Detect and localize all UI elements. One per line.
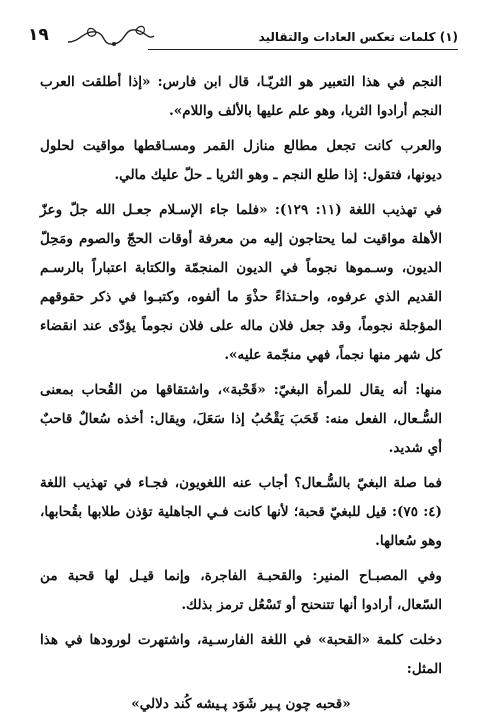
paragraph: فما صلة البغيّ بالسُّـعال؟ أجاب عنه اللغويون، فجـاء في تهذيب اللغة (٤: ٧٥): قيل للبغيّ قحبة؛ لأنها كانت فـي الجاهلية تؤذن طلابها بقُحابها، وهو سُعالها.: [40, 475, 442, 549]
paragraph: منها: أنه يقال للمرأة البغيّ: «قَحْبة»، واشتقاقها من القُحاب بمعنى السُّـعال، الفعل منه: قَحَبَ يَقْحُبُ إذا سَعَلَ، ويقال: أخذه سُعالٌ قاحبٌ أي شديد.: [40, 382, 442, 456]
persian-proverb: «قحبه چون پـير شَوَد پـيشه كُند دلالي»: [131, 696, 351, 712]
chapter-title: (١) كلمات تعكس العادات والتقاليد: [258, 30, 458, 44]
page-header: [28, 22, 458, 52]
page-number: ١٩: [28, 25, 49, 45]
paragraph: في تهذيب اللغة (١١: ١٢٩): «فلما جاء الإسـلام جعـل الله جلّ وعزّ الأهلة مواقيت لما يحتاجون إليه من معرفة أوقات الحجّ والصوم ومَحِلّ الديون، وسـموها نجوماً في الديون المنجمّة والكتابة اعتباراً بالرسـم القديم الذي عرفوه، واحـتذاءً حذْوَ ما ألفوه، وكتبـوا في ذكر حقوقهم المؤجلة نجوماً، وقد جعل فلان ماله على فلان نجوماً يؤدّى عند انقضاء كل شهر منها نجماً، فهي منجّمة عليه».: [40, 202, 442, 363]
paragraph: النجم في هذا التعبير هو الثريّـا، قال ابن فارس: «إذا أطلقت العرب النجم أرادوا الثريا، وهو علم عليها بالألف واللام».: [40, 74, 442, 119]
paragraph: دخلت كلمة «القحبة» في اللغة الفارسـية، واشتهرت لورودها في هذا المثل:: [40, 632, 442, 677]
page-body: [40, 68, 442, 725]
paragraph: والعرب كانت تجعل مطالع منازل القمر ومسـاقطها مواقيت لحلول ديونها، فتقول: إذا طلع النجم ـ وهو الثريا ـ حلّ عليك مالي.: [40, 138, 442, 183]
flourish-ornament-icon: [66, 22, 156, 50]
header-rule: [148, 49, 458, 50]
paragraph: وفي المصبـاح المنير: والقحبـة الفاجرة، وإنما قيـل لها قحبة من السّعال، أرادوا أنها تتنحنح أو تَسْعُل ترمز بذلك.: [40, 568, 442, 613]
